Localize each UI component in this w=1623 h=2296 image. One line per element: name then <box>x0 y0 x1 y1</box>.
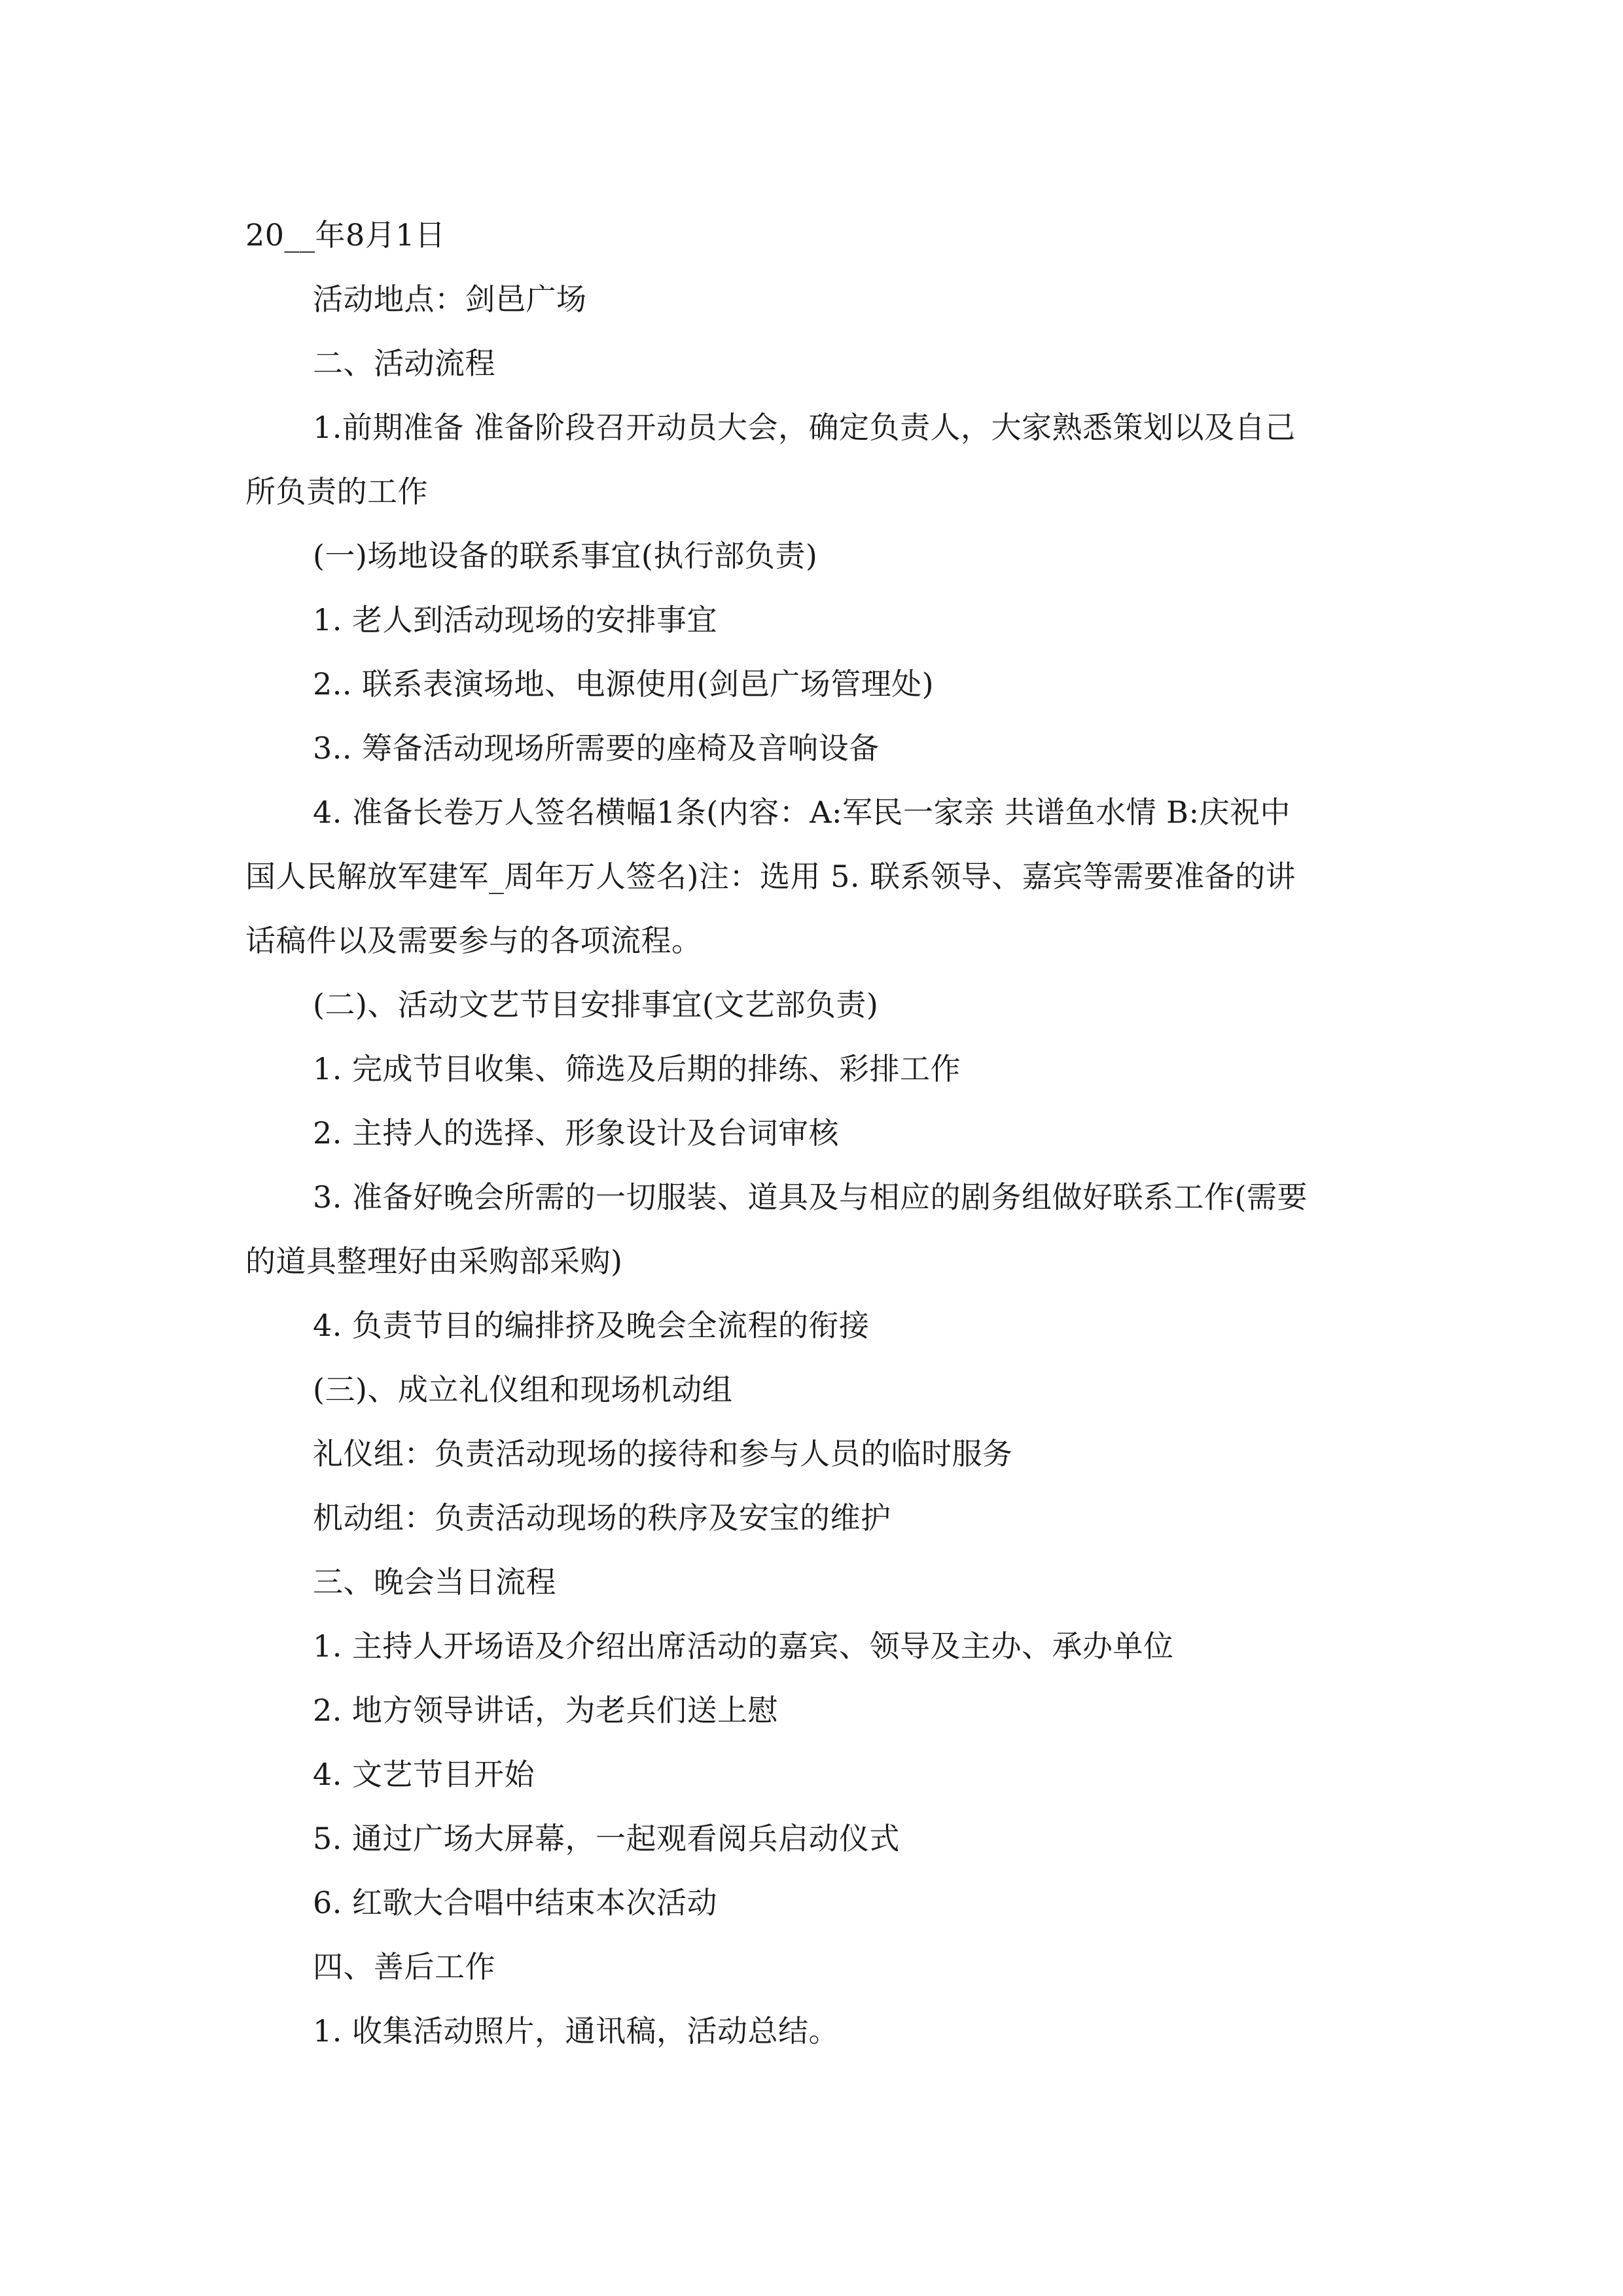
paragraph-line: 礼仪组：负责活动现场的接待和参与人员的临时服务 <box>313 1436 1013 1471</box>
document-page <box>245 203 1378 2063</box>
list-item: 3. 准备好晚会所需的一切服装、道具及与相应的剧务组做好联系工作(需要 <box>313 1179 1308 1215</box>
date-line: 20__年8月1日 <box>245 217 446 253</box>
subsection-heading-venue-equipment: (一)场地设备的联系事宜(执行部负责) <box>313 538 818 573</box>
list-item: 1. 收集活动照片，通讯稿，活动总结。 <box>313 2013 840 2049</box>
list-item: 4. 准备长卷万人签名横幅1条(内容：A:军民一家亲 共谱鱼水情 B:庆祝中 <box>313 795 1291 830</box>
subsection-heading-groups: (三)、成立礼仪组和现场机动组 <box>313 1372 733 1407</box>
list-item: 1. 主持人开场语及介绍出席活动的嘉宾、领导及主办、承办单位 <box>313 1628 1174 1664</box>
list-item: 6. 红歌大合唱中结束本次活动 <box>313 1885 718 1920</box>
list-item: 4. 负责节目的编排挤及晚会全流程的衔接 <box>313 1308 870 1343</box>
paragraph-line: 话稿件以及需要参与的各项流程。 <box>245 923 702 958</box>
paragraph-line: 机动组：负责活动现场的秩序及安宝的维护 <box>313 1500 891 1535</box>
list-item: 3.. 筹备活动现场所需要的座椅及音响设备 <box>313 730 880 766</box>
list-item: 5. 通过广场大屏幕，一起观看阅兵启动仪式 <box>313 1821 901 1856</box>
list-item: 2.. 联系表演场地、电源使用(剑邑广场管理处) <box>313 666 935 702</box>
section-heading-evening: 三、晚会当日流程 <box>313 1564 556 1600</box>
list-item: 1. 完成节目收集、筛选及后期的排练、彩排工作 <box>313 1051 961 1086</box>
list-item: 2. 主持人的选择、形象设计及台词审核 <box>313 1115 840 1151</box>
section-heading-aftermath: 四、善后工作 <box>313 1949 495 1984</box>
paragraph-line: 国人民解放军建军_周年万人签名)注：选用 5. 联系领导、嘉宾等需要准备的讲 <box>245 859 1296 894</box>
section-heading-process: 二、活动流程 <box>313 346 495 381</box>
list-item: 1. 老人到活动现场的安排事宜 <box>313 602 718 637</box>
paragraph-line: 1.前期准备 准备阶段召开动员大会，确定负责人，大家熟悉策划以及自己 <box>313 410 1296 445</box>
list-item: 2. 地方领导讲话，为老兵们送上慰 <box>313 1693 779 1728</box>
paragraph-line: 的道具整理好由采购部采购) <box>245 1244 623 1279</box>
list-item: 4. 文艺节目开始 <box>313 1757 535 1792</box>
paragraph-line: 所负责的工作 <box>245 474 428 509</box>
venue-line: 活动地点：剑邑广场 <box>313 281 587 317</box>
subsection-heading-performances: (二)、活动文艺节目安排事宜(文艺部负责) <box>313 987 879 1022</box>
